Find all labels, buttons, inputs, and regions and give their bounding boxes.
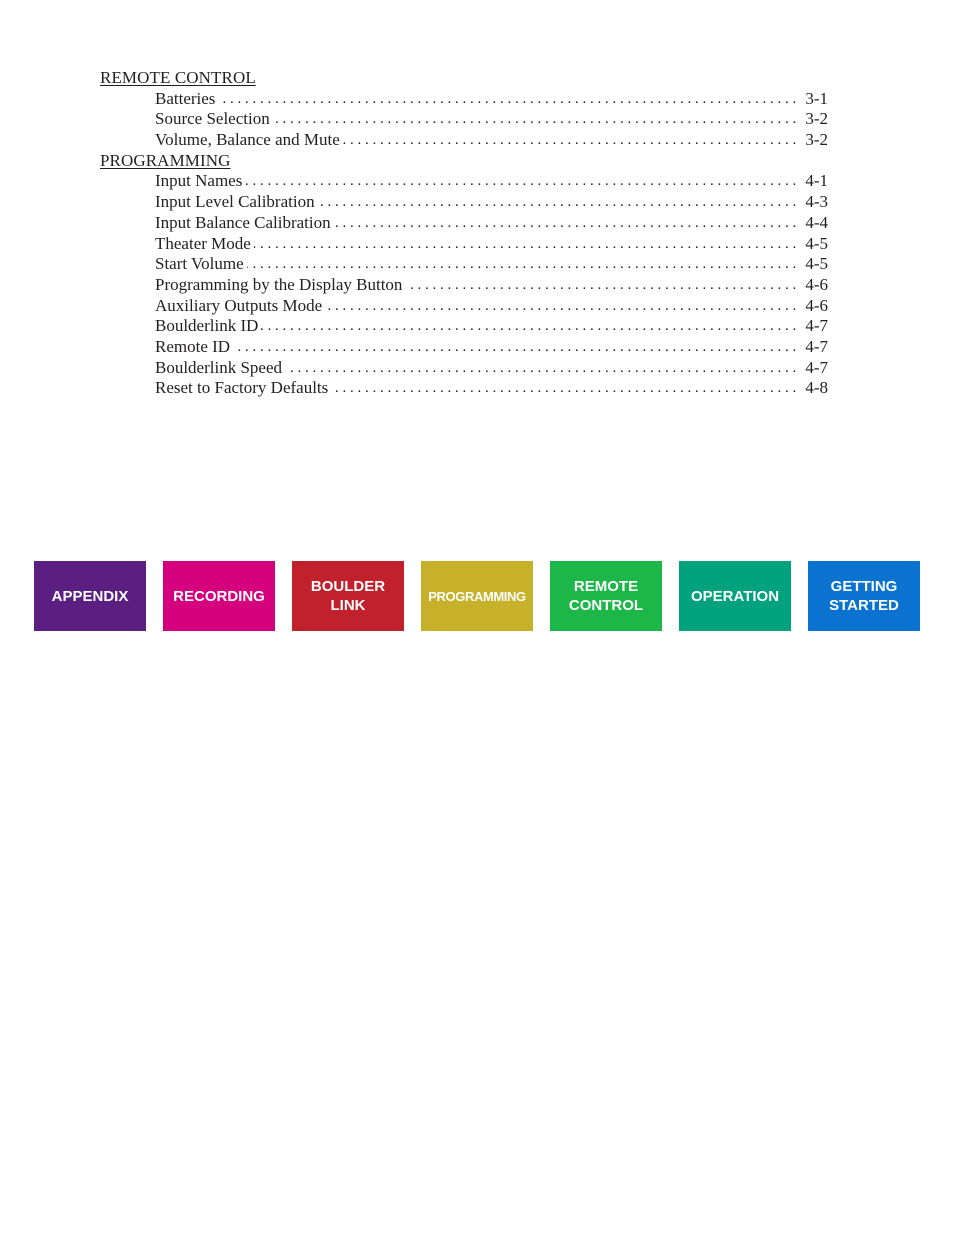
tab-remote-control[interactable]: REMOTE CONTROL <box>550 561 662 631</box>
toc-entry[interactable] <box>155 171 828 192</box>
tab-getting-started[interactable]: GETTING STARTED <box>808 561 920 631</box>
toc-entry-title: Theater Mode <box>155 234 254 255</box>
toc-entry[interactable] <box>155 130 828 151</box>
toc-entry-title: Input Level Calibration <box>155 192 318 213</box>
toc-entry[interactable] <box>155 109 828 130</box>
toc-entry[interactable] <box>155 192 828 213</box>
toc-entry[interactable] <box>155 234 828 255</box>
toc-entry-title: Batteries <box>155 89 218 110</box>
toc-entry-title: Auxiliary Outputs Mode <box>155 296 325 317</box>
tab-boulder-link[interactable]: BOULDER LINK <box>292 561 404 631</box>
toc-entry-title: Volume, Balance and Mute <box>155 130 343 151</box>
toc-entry-title: Programming by the Display Button <box>155 275 405 296</box>
toc-entry[interactable] <box>155 296 828 317</box>
toc-entry-page: 3-1 <box>797 89 828 110</box>
toc-entry[interactable] <box>155 337 828 358</box>
toc-entry-page: 4-6 <box>797 296 828 317</box>
toc-entry-title: Reset to Factory Defaults <box>155 378 331 399</box>
tab-recording[interactable]: RECORDING <box>163 561 275 631</box>
toc-entry[interactable] <box>155 275 828 296</box>
table-of-contents <box>100 68 828 399</box>
toc-entry-page: 4-7 <box>797 358 828 379</box>
toc-entry-title: Input Names <box>155 171 245 192</box>
toc-entry-page: 4-8 <box>797 378 828 399</box>
tab-appendix[interactable]: APPENDIX <box>34 561 146 631</box>
toc-entry[interactable] <box>155 254 828 275</box>
toc-entry[interactable] <box>155 378 828 399</box>
toc-entry-page: 4-5 <box>797 234 828 255</box>
toc-entry-page: 4-5 <box>797 254 828 275</box>
toc-entry-title: Boulderlink ID <box>155 316 261 337</box>
toc-section-heading-remote-control[interactable]: REMOTE CONTROL <box>100 68 256 87</box>
toc-entry-page: 3-2 <box>797 130 828 151</box>
toc-entry-page: 3-2 <box>797 109 828 130</box>
toc-entry-title: Source Selection <box>155 109 273 130</box>
tab-operation[interactable]: OPERATION <box>679 561 791 631</box>
toc-entry-title: Input Balance Calibration <box>155 213 334 234</box>
toc-entry[interactable] <box>155 89 828 110</box>
toc-entry-title: Start Volume <box>155 254 247 275</box>
toc-entry-page: 4-1 <box>797 171 828 192</box>
toc-entry[interactable] <box>155 213 828 234</box>
toc-entry-page: 4-6 <box>797 275 828 296</box>
toc-entry-page: 4-7 <box>797 316 828 337</box>
toc-entry[interactable] <box>155 358 828 379</box>
toc-entry-title: Remote ID <box>155 337 233 358</box>
toc-entry-page: 4-3 <box>797 192 828 213</box>
toc-entry-page: 4-4 <box>797 213 828 234</box>
toc-entry-page: 4-7 <box>797 337 828 358</box>
toc-entry[interactable] <box>155 316 828 337</box>
toc-entry-title: Boulderlink Speed <box>155 358 285 379</box>
toc-section-heading-programming[interactable]: PROGRAMMING <box>100 150 231 170</box>
tab-programming[interactable]: PROGRAMMING <box>421 561 533 631</box>
